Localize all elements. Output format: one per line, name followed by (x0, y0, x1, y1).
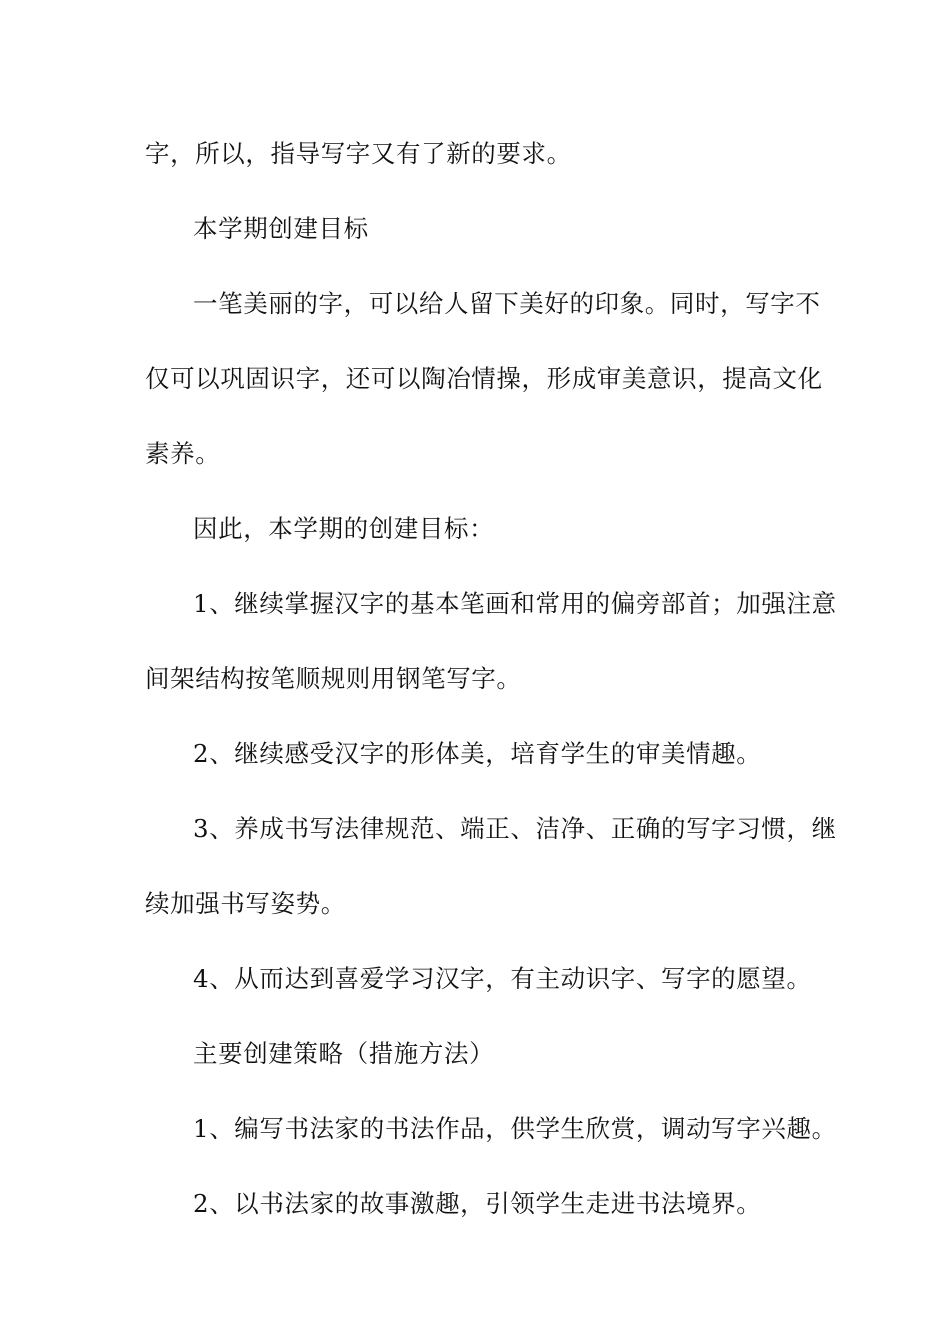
list-item-goal-1: 1、继续掌握汉字的基本笔画和常用的偏旁部首；加强注意 (193, 589, 837, 618)
text-line-6: 因此，本学期的创建目标： (193, 514, 495, 543)
section-heading-goals: 本学期创建目标 (193, 214, 369, 243)
list-item-goal-1-cont: 间架结构按笔顺规则用钢笔写字。 (145, 664, 522, 693)
text-line-1: 字，所以，指导写字又有了新的要求。 (145, 139, 572, 168)
list-item-strategy-1: 1、编写书法家的书法作品，供学生欣赏，调动写字兴趣。 (193, 1114, 837, 1143)
list-item-goal-4: 4、从而达到喜爱学习汉字，有主动识字、写字的愿望。 (193, 964, 812, 993)
text-line-4: 仅可以巩固识字，还可以陶冶情操，形成审美意识，提高文化 (145, 364, 823, 393)
document-body (145, 116, 837, 1241)
list-item-goal-3: 3、养成书写法律规范、端正、洁净、正确的写字习惯，继 (193, 814, 837, 843)
list-item-goal-3-cont: 续加强书写姿势。 (145, 889, 346, 918)
section-heading-strategies: 主要创建策略（措施方法） (193, 1039, 495, 1068)
list-item-strategy-2: 2、以书法家的故事激趣，引领学生走进书法境界。 (193, 1189, 762, 1218)
text-line-5: 素养。 (145, 439, 221, 468)
list-item-goal-2: 2、继续感受汉字的形体美，培育学生的审美情趣。 (193, 739, 762, 768)
text-line-3: 一笔美丽的字，可以给人留下美好的印象。同时，写字不 (193, 289, 821, 318)
